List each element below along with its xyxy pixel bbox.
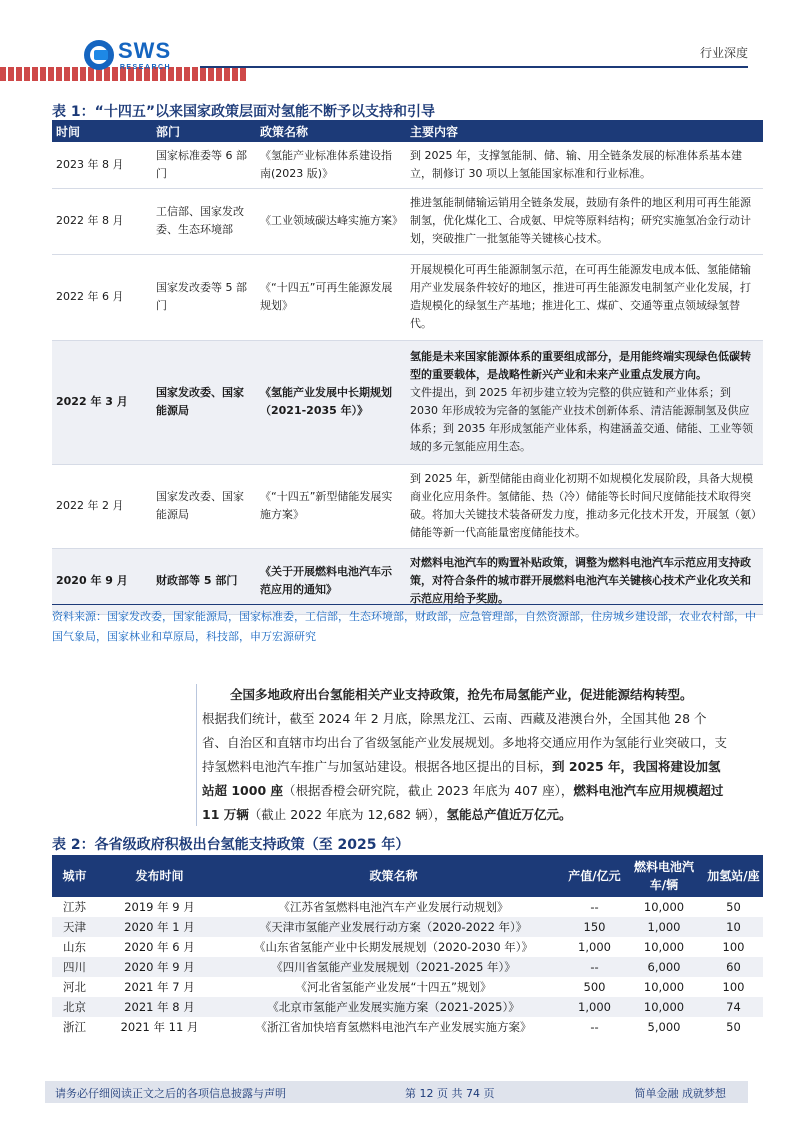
table1-source: 资料来源：国家发改委，国家能源局，国家标准委，工信部，生态环境部，财政部，应急管理部，自然资源部，住房城乡建设部，农业农村部，中国气象局，国家林业和草原局，科技部，申万宏源研究 (52, 604, 763, 647)
footer-slogan: 简单金融 成就梦想 (634, 1087, 726, 1100)
cell-content: 到 2025 年，新型储能由商业化初期不如规模化发展阶段，具备大规模商业化应用条件。氢储能、热（冷）储能等长时间尺度储能技术取得突破。将加大关键技术装备研发力度，推动多元化技术开发，开展氢（氨）储能等新一代高能量密度储能技术。 (406, 464, 763, 548)
cell-dept: 工信部、国家发改委、生态环境部 (152, 188, 256, 254)
paragraph-bold-3: 氢能总产值近万亿元。 (446, 807, 572, 822)
cell-time: 2022 年 3 月 (52, 340, 152, 464)
col-fuel-cell-vehicles: 燃料电池汽车/辆 (624, 855, 704, 897)
paragraph-lead: 全国多地政府出台氢能相关产业支持政策，抢先布局氢能产业，促进能源结构转型。 (230, 687, 693, 702)
paragraph-text-1: 根据我们统计，截至 2024 年 2 月底，除黑龙江、云南、西藏及港澳台外，全国其他 28 个省、自治区和直辖市均出台了省级氢能产业发展规划。多地将交通应用作为氢能行业突破口，支持氢燃料电池汽车推广与加氢站建设。根据各地区提出的目标， (202, 711, 728, 774)
table-row (52, 957, 763, 977)
cell-output: -- (590, 900, 599, 914)
cell-policy: 《江苏省氢燃料电池汽车产业发展行动规划》 (278, 900, 509, 914)
cell-policy: 《天津市氢能产业发展行动方案（2020-2022 年）》 (222, 917, 565, 937)
table-row (52, 142, 763, 188)
body-paragraph (202, 683, 730, 827)
paragraph-text-2: （根据香橙会研究院，截止 2023 年底为 407 座）， (283, 783, 574, 798)
cell-stations: 100 (722, 980, 745, 994)
cell-policy: 《浙江省加快培育氢燃料电池汽车产业发展实施方案》 (255, 1020, 532, 1034)
cell-city: 北京 (52, 997, 97, 1017)
col-dept: 部门 (152, 120, 256, 142)
cell-output: 500 (583, 980, 606, 994)
paragraph-text-3: （截止 2022 年底为 12,682 辆）， (248, 807, 447, 822)
cell-time: 2020 年 9 月 (52, 548, 152, 614)
cell-content: 到 2025 年，支撑氢能制、储、输、用全链条发展的标准体系基本建立，制修订 30 项以上氢能国家标准和行业标准。 (406, 142, 763, 188)
cell-city: 河北 (63, 980, 86, 994)
cell-city: 天津 (52, 917, 97, 937)
table-row (52, 464, 763, 548)
cell-dept: 国家标准委等 6 部门 (152, 142, 256, 188)
cell-date: 2020 年 6 月 (124, 940, 195, 954)
cell-vehicles: 5,000 (647, 1020, 681, 1034)
cell-dept: 国家发改委、国家能源局 (152, 340, 256, 464)
table1-header-row (52, 120, 763, 142)
cell-stations: 60 (704, 957, 763, 977)
cell-date: 2020 年 1 月 (97, 917, 222, 937)
province-policy-table (52, 855, 763, 1037)
logo-brand: SWS (118, 37, 172, 63)
section-label: 行业深度 (699, 46, 748, 60)
cell-date: 2019 年 9 月 (124, 900, 195, 914)
cell-city: 江苏 (63, 900, 86, 914)
cell-policy: 《关于开展燃料电池汽车示范应用的通知》 (256, 548, 406, 614)
table-row (52, 917, 763, 937)
cell-stations: 50 (726, 900, 741, 914)
table-row (52, 188, 763, 254)
cell-vehicles: 10,000 (643, 980, 685, 994)
table-row (52, 897, 763, 917)
cell-stations: 100 (722, 940, 745, 954)
cell-content-rest: 文件提出，到 2025 年初步建立较为完整的供应链和产业体系；到 2030 年形成较为完备的氢能产业技术创新体系、清洁能源制氢及供应体系；到 2035 年形成氢能产业体系，构建涵盖交通、储能、工业等领域的多元氢能应用生态。 (410, 386, 753, 453)
cell-content-highlight: 氢能是未来国家能源体系的重要组成部分，是用能终端实现绿色低碳转型的重要载体，是战略性新兴产业和未来产业重点发展方向。 (410, 350, 751, 381)
header-rule (200, 66, 748, 68)
cell-stations: 50 (726, 1020, 741, 1034)
cell-output: 1,000 (565, 997, 624, 1017)
cell-policy: 《氢能产业发展中长期规划（2021-2035 年）》 (256, 340, 406, 464)
cell-city: 浙江 (63, 1020, 86, 1034)
cell-output: 150 (565, 917, 624, 937)
sws-logo (84, 38, 196, 72)
col-policy: 政策名称 (256, 120, 406, 142)
cell-policy: 《四川省氢能产业发展规划（2021-2025 年）》 (222, 957, 565, 977)
table-row (52, 977, 763, 997)
paragraph-bold-2: 燃料电池汽车应用规模超过 11 万辆 (202, 783, 724, 822)
col-output-value: 产值/亿元 (565, 855, 624, 897)
cell-city: 四川 (52, 957, 97, 977)
cell-dept: 国家发改委、国家能源局 (152, 464, 256, 548)
cell-time: 2022 年 8 月 (52, 188, 152, 254)
table-row (52, 254, 763, 340)
col-hydrogen-stations: 加氢站/座 (704, 855, 763, 897)
cell-stations: 10 (704, 917, 763, 937)
cell-date: 2021 年 7 月 (124, 980, 195, 994)
table-row (52, 1017, 763, 1037)
policy-table (52, 120, 763, 615)
cell-vehicles: 10,000 (643, 900, 685, 914)
cell-date: 2021 年 11 月 (120, 1020, 199, 1034)
cell-date: 2020 年 9 月 (97, 957, 222, 977)
cell-vehicles: 10,000 (624, 997, 704, 1017)
cell-output: -- (565, 957, 624, 977)
cell-date: 2021 年 8 月 (97, 997, 222, 1017)
cell-dept: 财政部等 5 部门 (152, 548, 256, 614)
paragraph-rule (196, 684, 197, 826)
paragraph-body (202, 707, 730, 827)
cell-policy: 《山东省氢能产业中长期发展规划（2020-2030 年）》 (253, 940, 534, 954)
col-content: 主要内容 (406, 120, 763, 142)
cell-vehicles: 6,000 (624, 957, 704, 977)
table-row (52, 340, 763, 464)
cell-output: 1,000 (578, 940, 611, 954)
cell-time: 2023 年 8 月 (52, 142, 152, 188)
logo-brand-sub: RESEARCH (119, 63, 172, 71)
cell-policy: 《“十四五”新型储能发展实施方案》 (256, 464, 406, 548)
cell-policy: 《工业领域碳达峰实施方案》 (256, 188, 406, 254)
cell-output: -- (590, 1020, 599, 1034)
paragraph-bold-1: 到 2025 年，我国将建设加氢站超 1000 座 (202, 759, 721, 798)
cell-content (406, 340, 763, 464)
globe-icon (84, 40, 114, 70)
page-footer (45, 1081, 748, 1103)
cell-vehicles: 1,000 (624, 917, 704, 937)
cell-content: 对燃料电池汽车的购置补贴政策，调整为燃料电池汽车示范应用支持政策，对符合条件的城市群开展燃料电池汽车关键核心技术产业化攻关和示范应用给予奖励。 (406, 548, 763, 614)
table2-header-row (52, 855, 763, 897)
table-row (52, 997, 763, 1017)
cell-stations: 74 (704, 997, 763, 1017)
page-header (0, 0, 793, 92)
col-time: 时间 (52, 120, 152, 142)
col-policy-name: 政策名称 (222, 855, 565, 897)
cell-vehicles: 10,000 (643, 940, 685, 954)
footer-disclaimer: 请务必仔细阅读正文之后的各项信息披露与声明 (55, 1087, 286, 1100)
cell-policy: 《氢能产业标准体系建设指南(2023 版)》 (256, 142, 406, 188)
col-city: 城市 (52, 855, 97, 897)
table2-title: 表 2：各省级政府积极出台氢能支持政策（至 2025 年） (52, 837, 410, 853)
table-row (52, 937, 763, 957)
page-number: 第 12 页 共 74 页 (405, 1087, 495, 1100)
cell-time: 2022 年 6 月 (52, 254, 152, 340)
cell-time: 2022 年 2 月 (52, 464, 152, 548)
cell-policy: 《河北省氢能产业发展“十四五”规划》 (295, 980, 492, 994)
cell-content: 推进氢能制储输运销用全链条发展，鼓励有条件的地区利用可再生能源制氢，优化煤化工、合成氨、甲烷等原料结构；研究实施氢冶金行动计划，突破推广一批氢能等关键核心技术。 (406, 188, 763, 254)
col-release-date: 发布时间 (97, 855, 222, 897)
cell-city: 山东 (63, 940, 86, 954)
table1-title: 表 1：“十四五”以来国家政策层面对氢能不断予以支持和引导 (52, 104, 436, 120)
cell-content: 开展规模化可再生能源制氢示范，在可再生能源发电成本低、氢能储输用产业发展条件较好的地区，推进可再生能源发电制氢产业化发展，打造规模化的绿氢生产基地；推进化工、煤矿、交通等重点领域绿氢替代。 (406, 254, 763, 340)
cell-policy: 《北京市氢能产业发展实施方案（2021-2025）》 (222, 997, 565, 1017)
cell-policy: 《“十四五”可再生能源发展规划》 (256, 254, 406, 340)
cell-dept: 国家发改委等 5 部门 (152, 254, 256, 340)
